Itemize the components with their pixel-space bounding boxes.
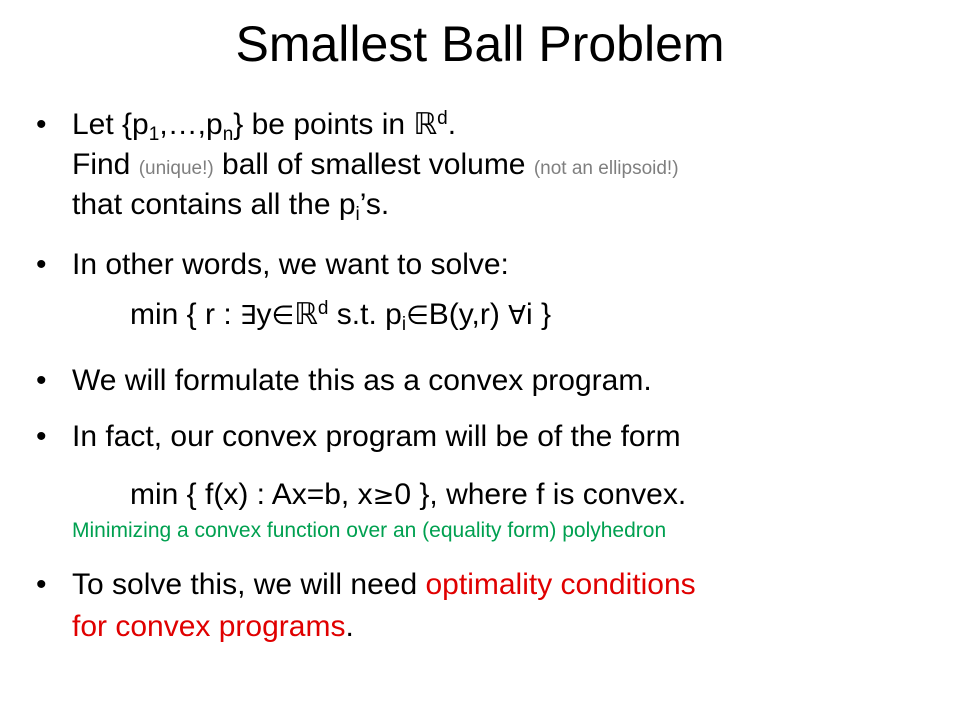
optimality-conditions-highlight: optimality conditions xyxy=(425,568,696,601)
bullet-1-line-3: that contains all the $p_i’s$. xyxy=(72,188,390,225)
bullet-dot: • xyxy=(36,364,47,397)
forall-symbol: ∀ xyxy=(508,301,526,331)
element-of-symbol: ∈ xyxy=(406,301,429,331)
bullet-5-line-1: To solve this, we will need optimality conditions xyxy=(72,568,696,601)
unique-remark: (unique!) xyxy=(138,158,214,179)
bullet-1-line-1: Let $\{p_1,\dots,p_n\}$ be points in ℝ$^d$. xyxy=(72,108,457,145)
bullet-2-text: In other words, we want to solve: xyxy=(72,248,509,281)
bullet-dot: • xyxy=(36,108,47,141)
exists-symbol: ∃ xyxy=(240,301,257,331)
bullet-1-line-2: Find (unique!) ball of smallest volume (not an ellipsoid!) xyxy=(72,148,679,181)
bullet-dot: • xyxy=(36,248,47,281)
bullet-dot: • xyxy=(36,420,47,453)
geq-symbol: ≥ xyxy=(372,481,395,511)
bullet-5-line-2: for convex programs. xyxy=(72,610,354,643)
bullet-3-text: We will formulate this as a convex program. xyxy=(72,364,652,397)
polyhedron-note: Minimizing a convex function over an (equality form) polyhedron xyxy=(72,519,667,542)
smallest-ball-formula: min { r : ∃y∈ℝ$^d$ s.t. $p_i\in B(y,r)$ ∀i } xyxy=(130,298,551,335)
bullet-4-text: In fact, our convex program will be of the form xyxy=(72,420,681,453)
convex-programs-highlight: for convex programs xyxy=(72,610,346,643)
bullet-dot: • xyxy=(36,568,47,601)
slide-title: Smallest Ball Problem xyxy=(235,16,725,72)
not-ellipsoid-remark: (not an ellipsoid!) xyxy=(533,158,679,179)
convex-program-formula: min { f(x) : Ax=b, x≥0 }, where f is convex. xyxy=(130,478,687,511)
element-of-symbol: ∈ xyxy=(271,301,295,331)
